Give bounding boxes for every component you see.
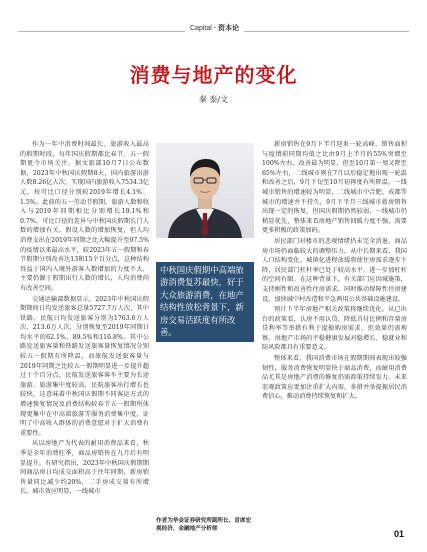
left-paragraph-2: 交通运输部数据显示，2023年中秋国庆假期期间日均发送旅客总量5727.7万人次，其中铁路、民航日均发送旅客分别为1763.6万人次、213.6万人次，分别恢复至2019年同期日均水平的62.1%、89.5%和116.8%。其中公路发送旅客量和铁路发送旅客量恢复情况分别较五一假期有所降温，而旅航发送旅客量与2019年同期之比较五一假期明显进一步提升超过十个百分点。民航发送旅客客车主要为长途旅游、旅游集中度较高，民航旅客出行增长也较快，这意味着中秋国庆假期不同客运方式的增速恢复情况及消费结构较春节五一假期所体现更集中在中高端旅游等服务消费集中度，证明了中高收入群体的消费意愿对于扩大消费有重要性。 — [20, 295, 149, 437]
article-byline: 秦 泰/文 — [198, 95, 229, 104]
author-bio: 作者为华金证券研究所副所长、首席宏观经济、金融地产分析师 — [156, 518, 252, 532]
left-paragraph-3: 从以房地产为代表的耐用消费品来看，秋季是全年消费旺季，商品房销售在九月后有明显提升。有研究指出，2023年中秋国庆假期期间商品房日均成交面积高于往年同期，新房销售量同比减少约20%，二手房成交量有所增长，城市效应明显，一线城市 — [20, 440, 149, 496]
right-paragraph-2: 居民部门对楼市的悲观情绪仍未完全消退，商品房市场仍面临较大的调整压力。从中长期来看，我国人口结构变化、城镇化进程放缓将使住房需求逐步下降，居民部门杠杆率已处于较高水平，进一步加杠杆的空间有限。在这种背景下，有关部门应因城施策，支持刚性和改善性住房需求，同时推动保障性住房建设，加快城中村改造和平急两用公共基础设施建设。 — [262, 237, 407, 303]
right-paragraph-4: 整体来看，我国消费市场在假期期间表现出较强韧性，服务消费恢复明显快于商品消费，而耐用消费品尤其是房地产消费的修复仍需政策持续发力。未来宏观政策应更加注重扩大内需，多措并举提振居民消费信心，推动消费持续恢复和扩大。 — [262, 355, 407, 401]
right-paragraph-3: 预计下半年房地产相关政策将继续优化。从已出台的政策看，认房不用认贷、降低首付比例和存量房贷利率等举措有利于提振购房需求，但效果仍需观察。房地产市场的平稳健康发展对稳增长、稳就业和防风险都具有重要意义。 — [262, 306, 407, 352]
pull-quote: 中秋国庆假期中高端旅游消费复苏最快，好于大众旅游消费，在地产结构性放松背景下，新房交易活跃度有所改善。 — [156, 262, 254, 342]
section-label-cn: 资本论 — [218, 25, 240, 32]
section-label-separator: · — [213, 25, 217, 32]
section-label-en: Capital — [190, 25, 212, 32]
right-paragraph-1: 新房销售在9月下半月迎来一轮高峰，销售面积与疫情前同期均值之比由9月上半月的55%突增至100%左右。改善最为明显，但至10月第一周又降至65%左右，二线城市则在7月以后稳定地出现一轮温和改善之后，9月下旬至10月初再度有所降温。一线城市销售的增速较为明显，二线城市中合肥、成都等城市的增速并不持久，9月下半月三线城市新房销售出现一定的恢复，但国庆假期仍然较弱，一线城市仍稍显优先，整体来看房地产销售回暖力度不强，需要更多积极的政策加码。 — [262, 141, 407, 235]
section-label — [185, 23, 244, 33]
right-column — [262, 140, 407, 542]
left-paragraph-1: 作为一年中消费时间最长、旅游收入最高的假期时段，每年国庆假期都比春节、五一假期更令市场关注。据文旅部10月7日公布数据，2023年中秋国庆假期8天，国内旅游出游人数8.26亿人次，实现国内旅游收入7534.3亿元，按可比口径分别较2019年增长4.1%、1.5%。此前的五一劳动节假期，旅游人数和收入与2019年同期相比分别增长19.1%和0.7%，可比口径的差异与中秋国庆假期长门人数的增加有关。假设人数的增加恢复，但人均消费支出在2019年同期之比大幅提升至97.5%的疫情以来最高水平，较2023年五一假期和春节假期分别改善达13和15个百分点，这种结构得益于国内入境外游客人数增加的力度不大，主要仍源于假期出行人数的增长，人均消费尚有改善空间。 — [20, 141, 149, 292]
page-number: 01 — [394, 529, 405, 539]
author-photo — [156, 143, 254, 238]
left-column — [20, 140, 149, 540]
article-title: 消费与地产的变化 — [129, 63, 298, 87]
